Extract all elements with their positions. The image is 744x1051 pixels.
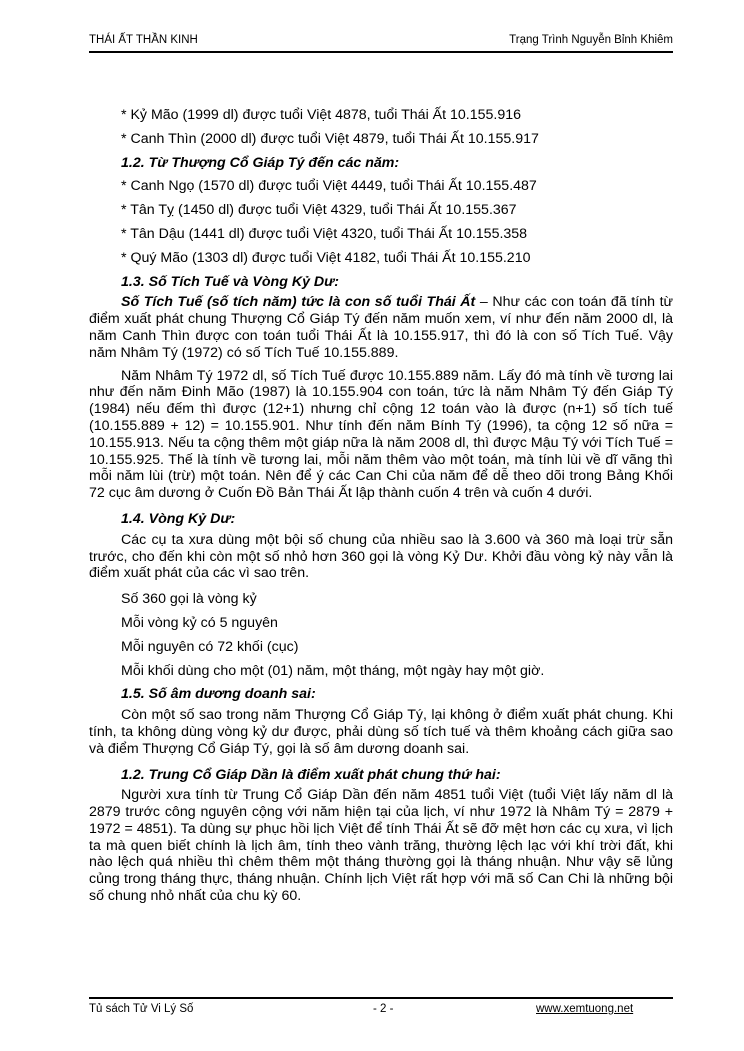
list-item: Số 360 gọi là vòng kỷ — [121, 591, 257, 608]
paragraph-nham-ty: Năm Nhâm Tý 1972 dl, số Tích Tuế được 10.155.889 năm. Lấy đó mà tính về tương lai như đến năm Đinh Mão (1987) là 10.155.904 con toán, tức là năm Nhâm Tý đến Giáp Tý (1984) nếu đếm thì được (12+1) nhưng chỉ cộng 12 toán vào là được (n+1) số tích tuế (10.155.889 + 12) = 10.155.901. Như tính đến năm Bính Tý (1996), ta cộng 12 số nữa = 10.155.913. Nếu ta cộng thêm một giáp nữa là năm 2008 dl, thì được Mậu Tý với Tích Tuế = 10.155.925. Thế là tính về tương lai, mỗi năm thêm vào một toán, mà tính lùi về dĩ vãng thì mỗi năm lùi (trừ) một toán. Nên để ý các Can Chi của năm để dễ theo dõi trong Bảng Khối 72 cục âm dương ở Cuốn Đồ Bản Thái Ất lập thành cuốn 4 trên và cuốn 4 dưới. — [89, 367, 673, 502]
page-footer — [89, 997, 673, 1019]
paragraph-trung-co: Người xưa tính từ Trung Cổ Giáp Dần đến năm 4851 tuổi Việt (tuổi Việt lấy năm dl là 2879 trước công nguyên cộng với năm hiện tại của lịch, ví như 1972 là Nhâm Tý = 2879 + 1972 = 4851). Ta dùng sự phục hồi lịch Việt để tính Thái Ất sẽ đỡ mệt hơn các cụ xưa, vì lịch ta mà quen biết chính là lịch âm, tính theo vành trăng, thường lệch lạc với khí trời đất, khi nào lệch quá nhiều thì chêm thêm một tháng thường gọi là tháng nhuận. Như vậy sẽ lủng củng trong tháng thực, tháng nhuận. Chính lịch Việt rất hợp với mã số Can Chi là những bội số chung nhỏ nhất của chu kỳ 60. — [89, 787, 673, 905]
list-item: * Tân Dậu (1441 dl) được tuổi Việt 4320, tuổi Thái Ất 10.155.358 — [121, 225, 528, 242]
header-author: Trạng Trình Nguyễn Bỉnh Khiêm — [509, 34, 673, 46]
list-item: * Kỷ Mão (1999 dl) được tuổi Việt 4878, tuổi Thái Ất 10.155.916 — [121, 107, 522, 123]
list-item: * Canh Ngọ (1570 dl) được tuổi Việt 4449, tuổi Thái Ất 10.155.487 — [121, 178, 537, 195]
section-heading: 1.2. Trung Cổ Giáp Dần là điểm xuất phát chung thứ hai: — [121, 766, 501, 783]
list-item: * Tân Tỵ (1450 dl) được tuổi Việt 4329, tuổi Thái Ất 10.155.367 — [121, 202, 517, 219]
footer-series: Tủ sách Tử Vi Lý Số — [89, 1003, 194, 1015]
list-item: * Canh Thìn (2000 dl) được tuổi Việt 4879, tuổi Thái Ất 10.155.917 — [121, 130, 539, 147]
list-item: Mỗi vòng kỷ có 5 nguyên — [121, 614, 278, 631]
paragraph-lead: Số Tích Tuế (số tích năm) tức là con số tuổi Thái Ất — [121, 294, 476, 311]
page-header — [89, 33, 673, 53]
header-book-title: THÁI ẤT THẦN KINH — [89, 34, 198, 46]
list-item: * Quý Mão (1303 dl) được tuổi Việt 4182, tuổi Thái Ất 10.155.210 — [121, 249, 531, 266]
paragraph-doanh-sai: Còn một số sao trong năm Thượng Cổ Giáp Tý, lại không ở điểm xuất phát chung. Khi tính, ta không dùng vòng kỷ dư được, phải dùng số tích tuế và thêm khoảng cách giữa sao và điểm Thượng Cổ Giáp Tý, gọi là số âm dương doanh sai. — [89, 707, 673, 757]
paragraph-tich-tue — [89, 294, 673, 361]
page-content — [89, 104, 673, 911]
list-item: Mỗi khối dùng cho một (01) năm, một tháng, một ngày hay một giờ. — [121, 662, 545, 679]
section-heading: 1.3. Số Tích Tuế và Vòng Kỷ Dư: — [121, 273, 339, 290]
page-number: - 2 - — [373, 1003, 394, 1015]
section-heading: 1.2. Từ Thượng Cổ Giáp Tý đến các năm: — [121, 154, 400, 171]
section-heading: 1.4. Vòng Kỷ Dư: — [121, 510, 236, 527]
paragraph-ky-du: Các cụ ta xưa dùng một bội số chung của nhiều sao là 3.600 và 360 mà loại trừ sẵn trước, cho đến khi còn một số nhỏ hơn 360 gọi là vòng Kỷ Dư. Khởi đầu vòng kỷ này vẫn là điểm xuất phát của các vì sao trên. — [89, 531, 673, 582]
paragraph-body: – Như các con toán đã tính từ điểm xuất phát chung Thượng Cổ Giáp Tý đến năm muốn xem, ví như đến năm 2000 dl, là năm Canh Thìn được con toán tuổi Thái Ất là 10.155.917, thì đó là con số Tích Tuế. Vậy năm Nhâm Tý (1972) có số Tích Tuế 10.155.889. — [89, 294, 674, 361]
list-item: Mỗi nguyên có 72 khối (cục) — [121, 638, 299, 655]
footer-website-link[interactable]: www.xemtuong.net — [536, 1003, 634, 1015]
section-heading: 1.5. Số âm dương doanh sai: — [121, 686, 316, 703]
